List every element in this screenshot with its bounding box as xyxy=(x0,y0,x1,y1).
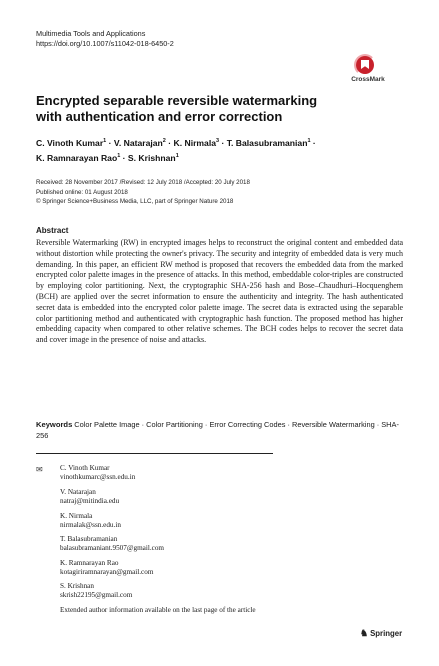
title-line: with authentication and error correction xyxy=(36,109,283,124)
author-line-1: C. Vinoth Kumar$^1$ · V. Natarajan$^2$ · K. Nirmala$^3$ · T. Balasubramanian$^1$ · xyxy=(36,137,316,148)
springer-horse-icon: ♞ xyxy=(360,628,369,638)
contact-email[interactable]: natraj@mitindia.edu xyxy=(60,497,120,506)
contact-entry xyxy=(60,512,121,531)
crossmark-badge[interactable] xyxy=(338,56,398,86)
author-line-2: K. Ramnarayan Rao$^1$ · S. Krishnan$^1$ xyxy=(36,152,179,163)
contact-entry xyxy=(60,488,119,507)
contact-entry xyxy=(60,535,164,554)
author-name: V. Natarajan xyxy=(113,137,163,148)
keywords-text: Color Palette Image · Color Partitioning · Error Correcting Codes · Reversible Watermarking · SHA-256 xyxy=(36,420,399,440)
author-name: K. Nirmala xyxy=(173,137,217,148)
journal-name: Multimedia Tools and Applications xyxy=(36,29,146,38)
contact-name: T. Balasubramanian xyxy=(60,535,118,543)
received-dates: Received: 28 November 2017 /Revised: 12 July 2018 /Accepted: 20 July 2018 xyxy=(36,179,250,186)
journal-doi[interactable]: https://doi.org/10.1007/s11042-018-6450-2 xyxy=(36,39,174,48)
contact-name: K. Ramnarayan Rao xyxy=(60,559,119,567)
contact-entry xyxy=(60,559,153,578)
author-name: T. Balasubramanian xyxy=(226,137,308,148)
keywords xyxy=(36,420,403,442)
journal-header xyxy=(36,29,174,49)
footnote-divider xyxy=(36,453,273,454)
contact-email[interactable]: vinothkumarc@ssn.edu.in xyxy=(60,473,136,482)
published-date: Published online: 01 August 2018 xyxy=(36,188,128,196)
author-list xyxy=(36,135,376,165)
abstract-heading: Abstract xyxy=(36,226,69,235)
contact-entry xyxy=(60,464,135,483)
publisher-logo xyxy=(360,628,402,639)
publisher-name: Springer xyxy=(370,629,403,638)
author-name: C. Vinoth Kumar xyxy=(36,137,104,148)
crossmark-label: CrossMark xyxy=(351,76,385,83)
title-line: Encrypted separable reversible watermarking xyxy=(36,93,318,108)
contact-name: K. Nirmala xyxy=(60,512,93,520)
contact-name: V. Natarajan xyxy=(60,488,96,496)
contact-email[interactable]: skrish22195@gmail.com xyxy=(60,591,133,600)
author-name: S. Krishnan xyxy=(127,152,176,163)
contact-name: C. Vinoth Kumar xyxy=(60,464,110,472)
extended-author-info: Extended author information available on the last page of the article xyxy=(60,606,256,614)
publication-dates xyxy=(36,178,396,207)
abstract-text: Reversible Watermarking (RW) in encrypted images helps to reconstruct the original content and embedded data without distortion while protecting the owner's privacy. The security and integrity of embedded data is very much demanding. In this paper, an efficient RW method is proposed that recovers the embedded data from the marked encrypted color palette images in the presence of attacks. In this method, embeddable color-triples are constructed by employing color partitioning. Next, the cryptographic SHA-256 hash and Bose–Chaudhuri–Hocquenghem (BCH) are applied over the secret information to ensure the authenticity and integrity. The hash authenticated secret data is embedded into the encrypted color palette image. The secret data is extracted using the separable color partitioning method and authenticated with cryptographic hash function. The proposed method has higher embedding capacity when compared to other relative schemes. The BCH codes helps to recover the secret data and cover image in the presence of noise and attacks. xyxy=(36,238,403,345)
contact-entry xyxy=(60,582,132,601)
paper-title xyxy=(36,93,366,125)
keywords-label: Keywords xyxy=(36,420,73,429)
envelope-icon: ✉ xyxy=(36,465,43,474)
author-name: K. Ramnarayan Rao xyxy=(36,152,118,163)
contact-email[interactable]: kotagiriramnarayan@gmail.com xyxy=(60,568,154,577)
contact-name: S. Krishnan xyxy=(60,582,94,590)
contact-email[interactable]: nirmalak@ssn.edu.in xyxy=(60,521,121,530)
copyright-notice: © Springer Science+Business Media, LLC, part of Springer Nature 2018 xyxy=(36,198,234,205)
contact-email[interactable]: balasubramaniant.9507@gmail.com xyxy=(60,544,165,553)
